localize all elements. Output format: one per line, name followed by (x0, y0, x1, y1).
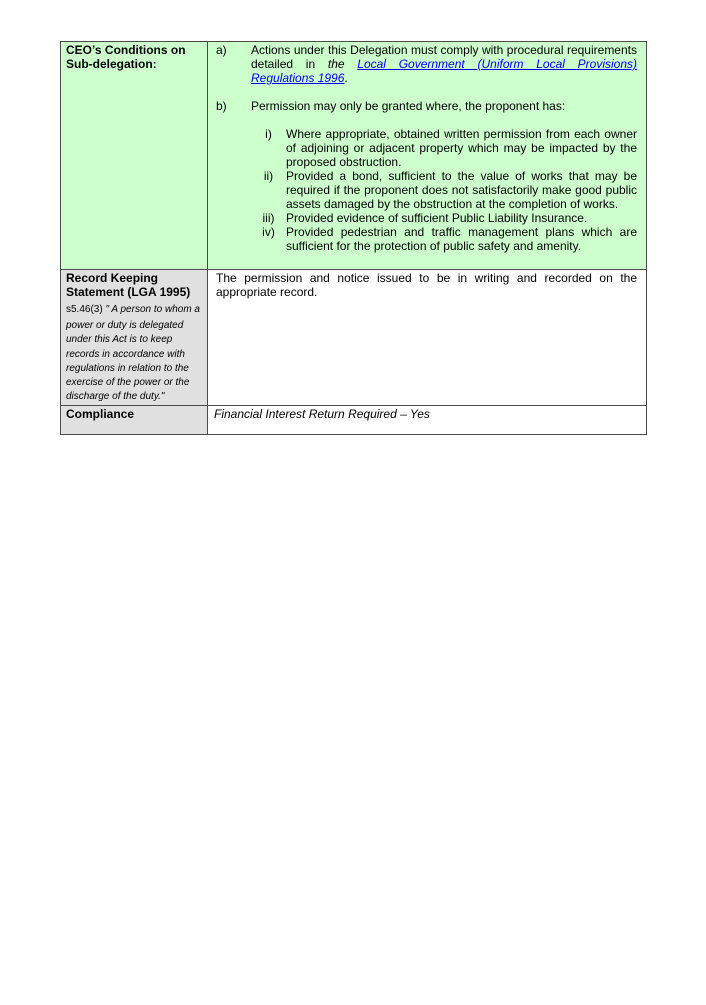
compliance-content: Financial Interest Return Required – Yes (214, 406, 430, 421)
regulations-link[interactable]: Local Government (Uniform Local Provisions) Regulations 1996 (251, 57, 637, 85)
item-a-suffix: . (344, 71, 348, 85)
item-a-text (251, 43, 637, 85)
item-a-the: the (327, 57, 358, 71)
compliance-label: Compliance (61, 405, 208, 434)
condition-item-a (216, 43, 637, 85)
condition-subitem (251, 225, 637, 253)
record-keeping-label-cell (61, 270, 208, 406)
item-a-prefix: Actions under this Delegation must comply with procedural requirements detailed in (251, 43, 637, 71)
subitem-text: Provided pedestrian and traffic management plans which are sufficient for the protection of public safety and amenity. (286, 225, 637, 253)
item-b-text: Permission may only be granted where, the proponent has: (251, 99, 566, 113)
subitem-marker: i) (265, 127, 272, 141)
condition-subitem (251, 211, 637, 225)
subitem-marker: iii) (262, 211, 275, 225)
subitem-text: Provided evidence of sufficient Public Liability Insurance. (286, 211, 588, 225)
subitem-marker: ii) (263, 169, 274, 183)
record-keeping-quote: " A person to whom a power or duty is delegated under this Act is to keep records in accordance with regulations in relation to the exercise of the power or the discharge of the duty." (66, 304, 200, 403)
conditions-content (208, 42, 647, 270)
condition-subitem (251, 127, 637, 169)
item-a-marker: a) (216, 43, 227, 57)
record-keeping-content: The permission and notice issued to be in writing and recorded on the appropriate record. (208, 270, 647, 406)
compliance-row (61, 405, 647, 434)
subitem-text: Where appropriate, obtained written permission from each owner of adjoining or adjacent property which may be impacted by the proposed obstruction. (286, 127, 637, 169)
condition-sublist (251, 127, 637, 253)
conditions-row (61, 42, 647, 270)
subitem-marker: iv) (262, 225, 275, 239)
conditions-label: CEO’s Conditions on Sub-delegation: (61, 42, 208, 270)
compliance-content-cell (208, 405, 647, 434)
condition-item-b (216, 99, 637, 113)
record-keeping-cite: s5.46(3) (66, 304, 103, 315)
record-keeping-label: Record Keeping Statement (LGA 1995) (66, 271, 191, 299)
subitem-text: Provided a bond, sufficient to the value of works that may be required if the proponent does not satisfactorily make good public assets damaged by the obstruction at the completion of works. (286, 169, 637, 211)
delegation-table (60, 41, 647, 435)
item-b-marker: b) (216, 99, 227, 113)
condition-subitem (251, 169, 637, 211)
record-keeping-row (61, 270, 647, 406)
